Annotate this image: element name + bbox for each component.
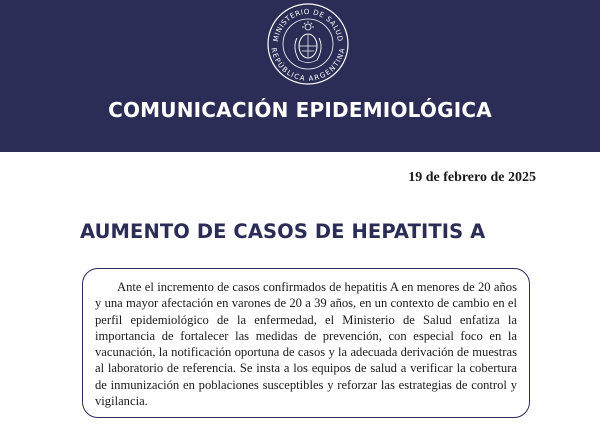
seal-text-top: MINISTERIO DE SALUD (271, 7, 345, 43)
summary-box (82, 268, 530, 418)
summary-text: Ante el incremento de casos confirmados de hepatitis A en menores de 20 años y una mayor afectación en varones de 20 a 39 años, en un contexto de cambio en el perfil epidemiológico de la enfermedad, el Ministerio de Salud enfatiza la importancia de fortalecer las medidas de prevención, con especial foco en la vacunación, la notificación oportuna de casos y la adecuada derivación de muestras al laboratorio de referencia. Se insta a los equipos de salud a verificar la cobertura de inmunización en poblaciones susceptibles y reforzar las estrategias de control y vigilancia. (95, 280, 517, 409)
headline: AUMENTO DE CASOS DE HEPATITIS A (80, 220, 486, 243)
ministry-seal-icon (266, 2, 350, 86)
seal-text-bottom: REPÚBLICA ARGENTINA (269, 47, 347, 83)
publication-date: 19 de febrero de 2025 (408, 170, 536, 185)
page-title: COMUNICACIÓN EPIDEMIOLÓGICA (108, 98, 492, 122)
header-banner (0, 0, 600, 152)
